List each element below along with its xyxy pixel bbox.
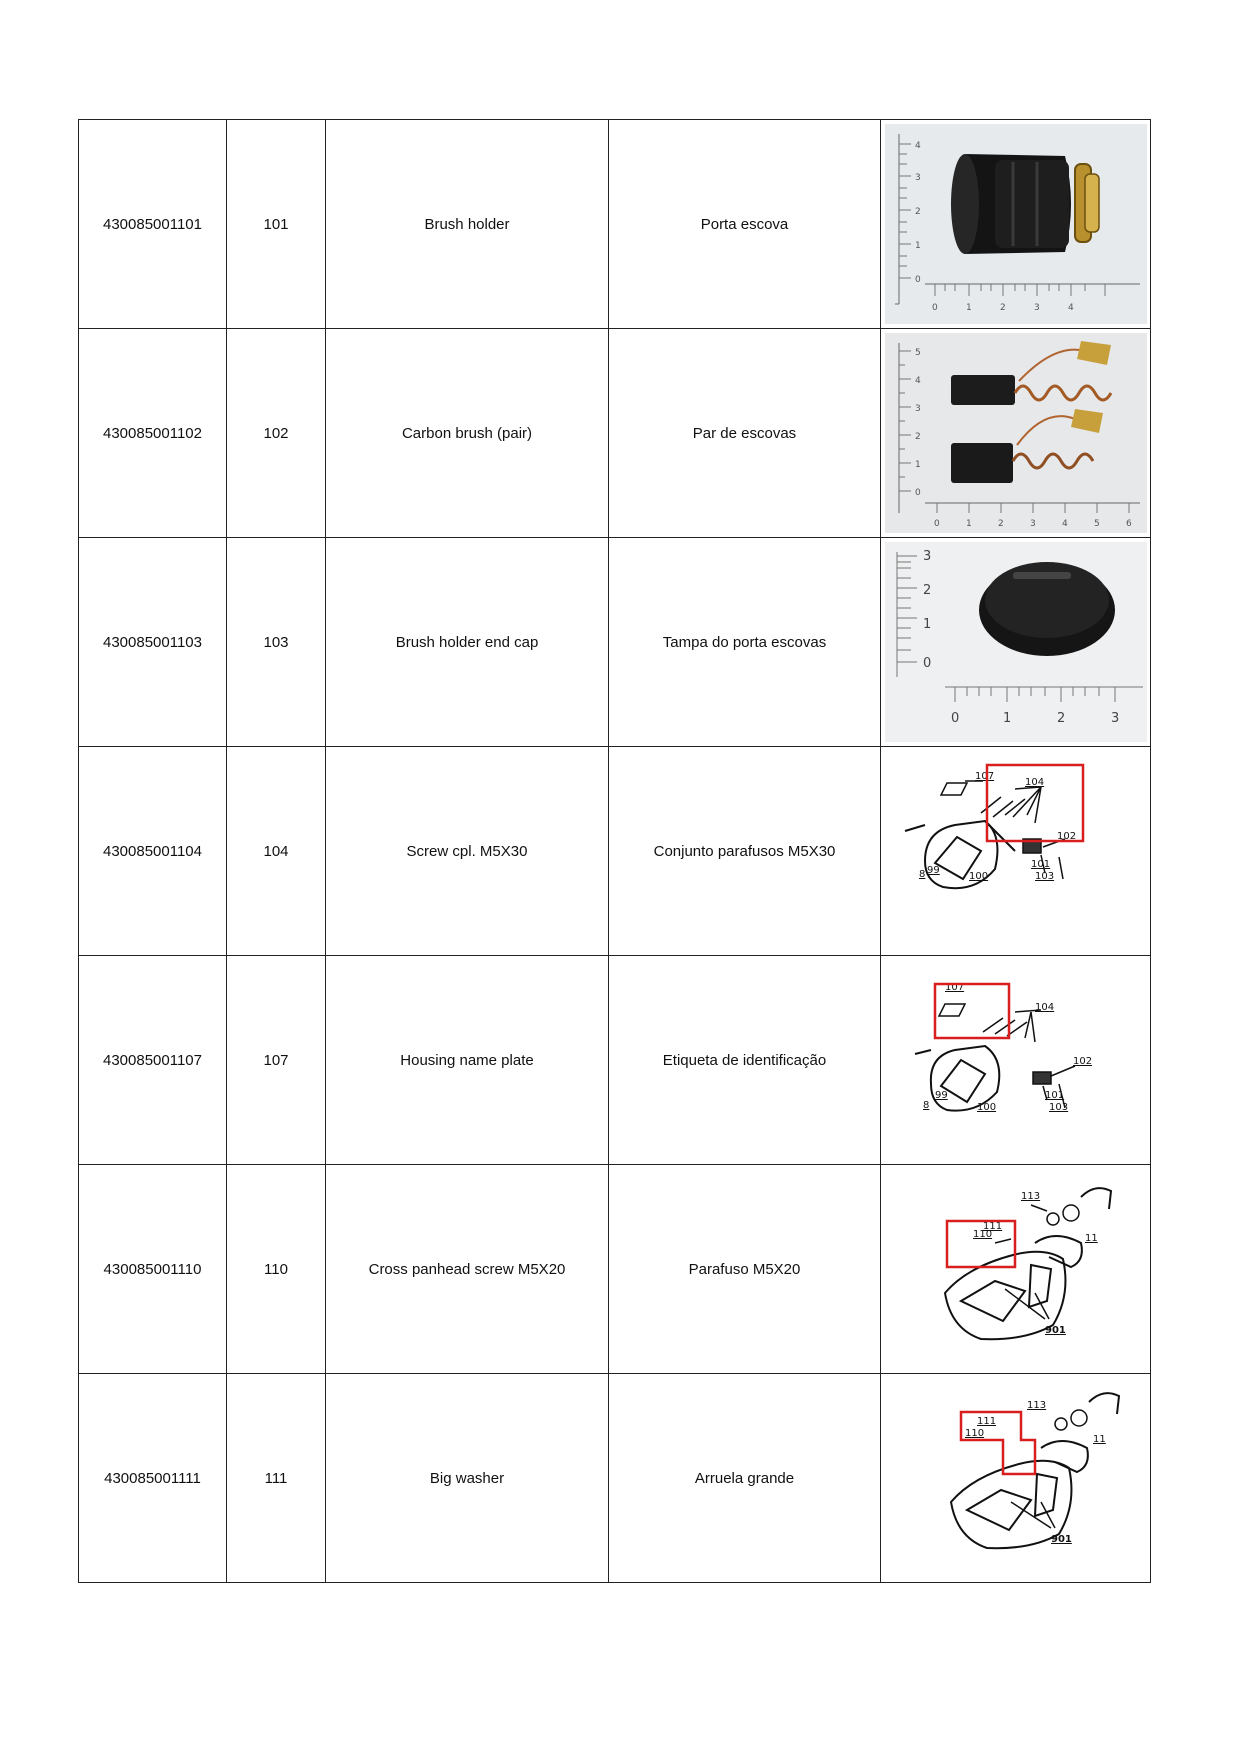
ruler-label: 2: [914, 432, 921, 442]
item-number: 103: [227, 538, 326, 747]
callout-label: 8: [918, 869, 925, 880]
ruler-label: 4: [1061, 519, 1068, 529]
ruler-label: 0: [933, 519, 940, 529]
callout-label: 113: [1020, 1191, 1040, 1202]
callout-label: 113: [1026, 1400, 1046, 1411]
ruler-label: 3: [914, 404, 921, 414]
ruler-label: 3: [922, 549, 931, 564]
brush-holder-photo: [885, 124, 1147, 324]
description-english: Brush holder end cap: [326, 538, 609, 747]
description-english: Cross panhead screw M5X20: [326, 1165, 609, 1374]
part-code: 430085001104: [79, 747, 227, 956]
ruler-label: 6: [1125, 519, 1132, 529]
callout-label: 110: [964, 1428, 984, 1439]
part-code: 430085001102: [79, 329, 227, 538]
callout-label: 99: [926, 865, 940, 876]
description-portuguese: Parafuso M5X20: [609, 1165, 881, 1374]
ruler-label: 0: [950, 711, 959, 726]
parts-table: [78, 119, 1151, 1583]
ruler-label: 1: [965, 519, 972, 529]
callout-label: 99: [934, 1090, 948, 1101]
callout-label: 11: [1092, 1434, 1106, 1445]
table-row: [79, 329, 1151, 538]
ruler-label: 1: [1002, 711, 1011, 726]
table-row: [79, 747, 1151, 956]
end-cap-part: [979, 562, 1115, 656]
ruler-label: 1: [965, 303, 972, 313]
exploded-diagram-111: [885, 1378, 1147, 1578]
description-portuguese: Porta escova: [609, 120, 881, 329]
exploded-diagram-104: [885, 751, 1147, 951]
ruler-label: 3: [914, 173, 921, 183]
description-english: Carbon brush (pair): [326, 329, 609, 538]
callout-label: 102: [1072, 1056, 1092, 1067]
part-image-cell: [881, 120, 1151, 329]
ruler-label: 2: [1056, 711, 1065, 726]
table-row: [79, 120, 1151, 329]
callout-label: 901: [1050, 1534, 1072, 1545]
ruler-label: 2: [922, 583, 931, 598]
callout-label: 104: [1024, 777, 1044, 788]
ruler-label: 0: [914, 275, 921, 285]
description-english: Brush holder: [326, 120, 609, 329]
item-number: 110: [227, 1165, 326, 1374]
description-portuguese: Tampa do porta escovas: [609, 538, 881, 747]
callout-label: 100: [968, 871, 988, 882]
description-english: Screw cpl. M5X30: [326, 747, 609, 956]
ruler-label: 4: [914, 376, 921, 386]
ruler-label: 1: [914, 241, 921, 251]
description-english: Big washer: [326, 1374, 609, 1583]
callout-label: 103: [1048, 1102, 1068, 1113]
carbon-brush-photo: [885, 333, 1147, 533]
ruler-label: 1: [914, 460, 921, 470]
ruler-label: 2: [999, 303, 1006, 313]
callout-label: 110: [972, 1229, 992, 1240]
part-image-cell: [881, 1165, 1151, 1374]
ruler-label: 3: [1029, 519, 1036, 529]
part-image-cell: [881, 329, 1151, 538]
ruler-label: 4: [1067, 303, 1074, 313]
item-number: 111: [227, 1374, 326, 1583]
description-portuguese: Etiqueta de identificação: [609, 956, 881, 1165]
part-image-cell: [881, 956, 1151, 1165]
highlight-box: [961, 1412, 1035, 1474]
callout-label: 101: [1030, 859, 1050, 870]
part-code: 430085001107: [79, 956, 227, 1165]
ruler-label: 0: [922, 656, 931, 671]
part-image-cell: [881, 1374, 1151, 1583]
highlight-box: [947, 1221, 1015, 1267]
callout-label: 901: [1044, 1325, 1066, 1336]
callout-label: 107: [944, 982, 964, 993]
table-row: [79, 1374, 1151, 1583]
part-code: 430085001103: [79, 538, 227, 747]
ruler-label: 4: [914, 141, 921, 151]
brush-holder-part: [951, 154, 1099, 254]
item-number: 107: [227, 956, 326, 1165]
ruler-label: 2: [914, 207, 921, 217]
table-row: [79, 538, 1151, 747]
part-code: 430085001111: [79, 1374, 227, 1583]
table-row: [79, 956, 1151, 1165]
ruler-label: 2: [997, 519, 1004, 529]
ruler-label: 1: [922, 617, 931, 632]
item-number: 102: [227, 329, 326, 538]
ruler-label: 5: [1093, 519, 1100, 529]
item-number: 104: [227, 747, 326, 956]
ruler-label: 3: [1110, 711, 1119, 726]
part-code: 430085001110: [79, 1165, 227, 1374]
callout-label: 8: [922, 1100, 929, 1111]
callout-label: 107: [974, 771, 994, 782]
callout-label: 111: [976, 1416, 996, 1427]
callout-label: 11: [1084, 1233, 1098, 1244]
part-image-cell: [881, 538, 1151, 747]
exploded-diagram-107: [885, 960, 1147, 1160]
description-portuguese: Conjunto parafusos M5X30: [609, 747, 881, 956]
callout-label: 101: [1044, 1090, 1064, 1101]
description-portuguese: Par de escovas: [609, 329, 881, 538]
ruler-label: 0: [914, 488, 921, 498]
description-english: Housing name plate: [326, 956, 609, 1165]
description-portuguese: Arruela grande: [609, 1374, 881, 1583]
ruler-label: 3: [1033, 303, 1040, 313]
part-image-cell: [881, 747, 1151, 956]
callout-label: 104: [1034, 1002, 1054, 1013]
callout-label: 102: [1056, 831, 1076, 842]
exploded-diagram-110: [885, 1169, 1147, 1369]
callout-label: 111: [982, 1221, 1002, 1232]
ruler-label: 5: [914, 348, 921, 358]
ruler-label: 0: [931, 303, 938, 313]
end-cap-photo: [885, 542, 1147, 742]
item-number: 101: [227, 120, 326, 329]
callout-label: 103: [1034, 871, 1054, 882]
table-row: [79, 1165, 1151, 1374]
part-code: 430085001101: [79, 120, 227, 329]
callout-label: 100: [976, 1102, 996, 1113]
